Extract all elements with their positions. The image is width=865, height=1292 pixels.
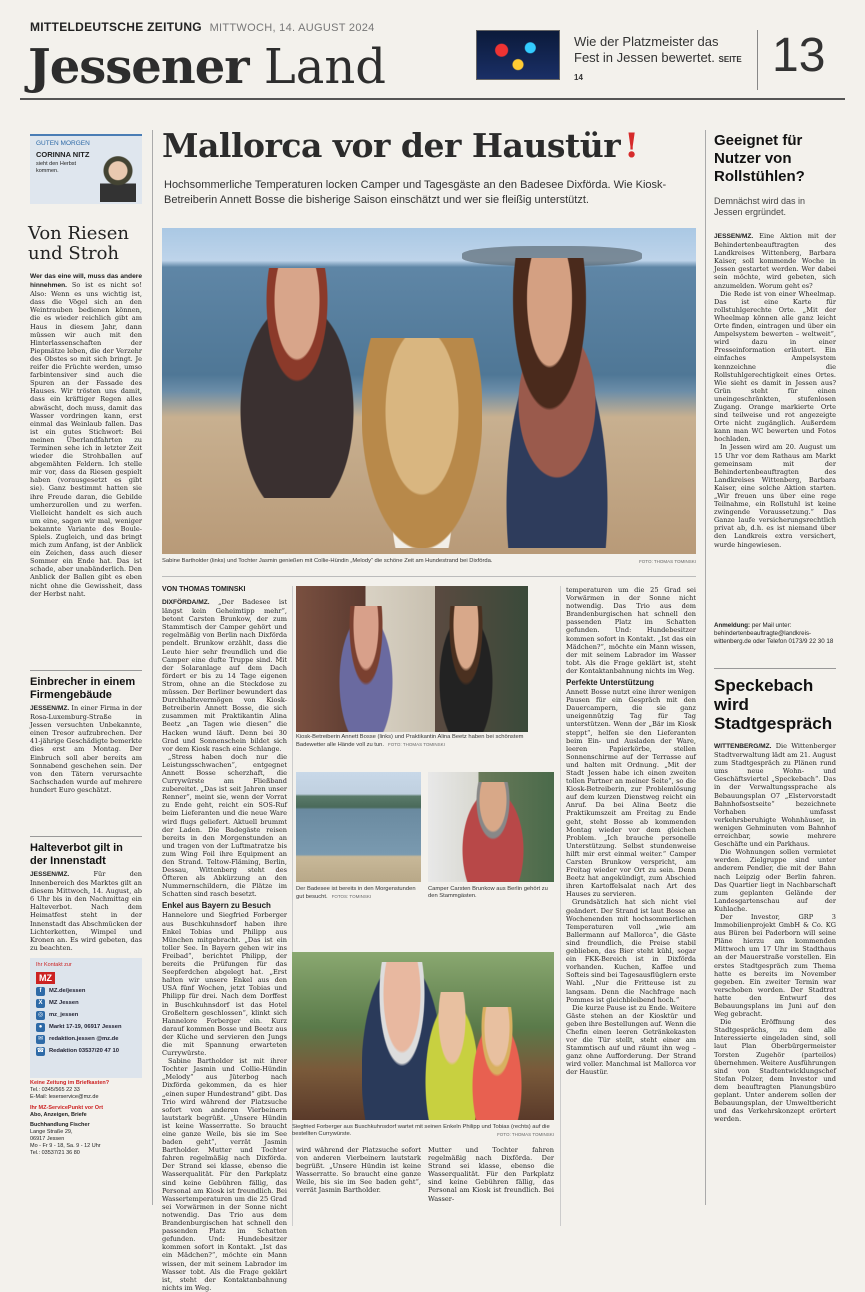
exclamation-icon: ! bbox=[624, 126, 639, 166]
main-photo-caption-text: Sabine Bartholder (links) und Tochter Jasmin genießen mit Collie-Hündin „Melody“ die schöne Zeit am Hundestrand bei Dixförda. bbox=[162, 558, 493, 564]
brief-1-title: Einbrecher in einem Firmengebäude bbox=[30, 676, 136, 701]
article-p6: Grundsätzlich hat sich nicht viel geändert. Der Strand ist laut Bosse an Wochenenden mit hochsommerlichen Temperaturen voll „wie am Ballermann auf Mallorca“, die Gäste sind freundlich, die Preise stabil geblieben, das Bier steht kühl, sogar ein FKK-Bereich ist in Dixförda vorhanden. Kuchen, Kaffee und Softeis sind bei Tagesausflüglern erste Wahl. „Nur die Fritteuse ist zu langsam. Denn die Nachfrage nach Pommes ist gleichbleibend hoch.“ bbox=[566, 898, 696, 1004]
main-headline-text: Mallorca vor der Haustür bbox=[162, 126, 621, 165]
article-p7: Die kurze Pause ist zu Ende. Weitere Gäste stehen an der Kiosktür und geben ihre Bestellungen auf. Wenn die Chefin einen leeren Getränkekasten vor die Tür stellt, steht einer am Stammtisch auf und räumt ihn weg – ganz ohne Aufforderung. Der Strand wird voller. Manchmal ist Mallorca vor der Haustür. bbox=[566, 1003, 696, 1077]
contact-item-label: Markt 17-19, 06917 Jessen bbox=[49, 1024, 122, 1030]
column-lead: Wer das eine will, muss das andere hinnehmen. bbox=[30, 273, 142, 290]
main-headline bbox=[162, 126, 639, 166]
column-body bbox=[30, 272, 142, 657]
shop-hours: Mo - Fr 9 - 18, Sa. 9 - 12 Uhr bbox=[30, 1143, 101, 1149]
paper-title: MITTELDEUTSCHE ZEITUNG bbox=[30, 20, 202, 34]
right2-body bbox=[714, 742, 836, 1226]
contact-item[interactable] bbox=[36, 987, 136, 996]
contact-item-label: Redaktion 03537/20 47 10 bbox=[49, 1048, 119, 1054]
contact-item-label: redaktion.jessen @mz.de bbox=[49, 1036, 119, 1042]
right1-p1: Eine Aktion mit der Behindertenbeauftragten des Landkreises Wittenberg, Barbara Kaiser, soll kommende Woche in Jessen gestartet werden. Wer dabei sein möchte, wird gebeten, sich anzumelden. Worum geht es? bbox=[714, 232, 836, 290]
brief-1-text: In einer Firma in der Rosa-Luxemburg-Straße in Jessen versuchten Unbekannte, einen Tresor aufzubrechen. Der 41-jährige Geschädigte bemerkte dies erst am Montag. Der Einbruch soll aber bereits am Sonnabend geschehen sein. Der von den Tätern verursachte Sachschaden wurde auf mehrere hundert Euro geschätzt. bbox=[30, 704, 142, 794]
article-col-4: temperaturen um die 25 Grad sei Vorwärmen in der Sonne nicht notwendig. Das Trio aus dem Brandenburgischen hat schnell den passenden Platz im Schatten gefunden. Und: Hundebesitzer kommen sofort in Kontakt. „Ist das ein Mädchen?“, möchte ein Mann wissen, der mit seinem Labrador im Wasser tobt. Als die Frage geklärt ist, steht der Kontaktanbahnung nichts im Weg. Perfekte Unterstützung Annett Bosse nutzt eine ihrer wenigen Pausen für ein Gespräch mit den Dauercampern, die sie ganz uneigennützig Tag für Tag unterstützen. Wenn der „Bär im Kiosk steppt“, helfen sie den Lieferanten beim Ein- und Ausladen der Ware, leeren Papierkörbe, stellen Sonnenschirme auf der Terrasse auf und halten mit Ordnung. „Mit der Stadt Jessen habe ich einen zweiten tollen Partner an meiner Seite“, so die Kiosk-Betreiberin, zur Problemlösung auf dem kurzen Dienstweg reicht ein Anruf. Da bei Alina Beetz die Praktikumszeit am Freitag zu Ende geht, steht Bosse ab kommenden Montag wieder vor dem gleichen Problem. „Ich brauche personelle Unterstützung. Selbst stundenweise hilft mir erst einmal weiter.“ Camper Carsten Brunkow verspricht, am Freitag wieder vor Ort zu sein. Denn Beetz hat angekündigt, zum Abschied ihren Kartoffelsalat nach Art des Hauses zu servieren. Grundsätzlich hat sich nicht viel geändert. Der Strand ist laut Bosse an Wochenenden mit hochsommerlichen Temperaturen voll „wie am Ballermann auf Mallorca“, die Gäste sind freundlich, die Preise stabil geblieben, das Bier steht kühl, sogar ein FKK-Bereich ist in Dixförda vorhanden. Kuchen, Kaffee und Softeis sind bei Tagesausflüglern erste Wahl. „Nur die Fritteuse ist zu langsam. Denn die Nachfrage nach Pommes ist gleichbleibend hoch.“ Die kurze Pause ist zu Ende. Weitere Gäste stehen an der Kiosktür und geben ihre Bestellungen auf. Wenn die Chefin einen leeren Getränkekasten vor die Tür stellt, steht einer am Stammtisch auf und räumt ihn weg – ganz ohne Aufforderung. Der Strand wird voller. Manchmal ist Mallorca vor der Haustür. bbox=[566, 586, 696, 1077]
shop-addr1: Lange Straße 29, bbox=[30, 1129, 73, 1135]
right2-p1: Die Wittenberger Stadtverwaltung lädt am 21. August zum Stadtgespräch zu Plänen rund ums neue Wohn- und Geschäftsviertel „Speckebach“. Das in der Verwaltungssprache als Bebauungsplan O7 „Elstervorstadt Bahnhofsostseite“ bezeichnete Vorhaben umfasst verkehrsberuhigte Wohnhäuser, in wenigen Gehminuten vom Bahnhof erreichbar, sowie mehrere Geschäfte und ein Parkhaus. bbox=[714, 742, 836, 849]
mz-logo: MZ bbox=[36, 972, 55, 984]
right1-dek: Demnächst wird das in Jessen ergründet. bbox=[714, 196, 806, 217]
brief-2 bbox=[30, 842, 142, 958]
right2-title: Speckebach wird Stadtgespräch bbox=[714, 676, 833, 733]
column-tagline: sieht den Herbst kommen. bbox=[36, 161, 77, 174]
brief-2-title: Halteverbot gilt in der Innenstadt bbox=[30, 842, 123, 867]
family-caption-credit: FOTO: THOMAS TOMINSKI bbox=[497, 1132, 554, 1137]
contact-item[interactable] bbox=[36, 1035, 136, 1044]
contact-box bbox=[30, 958, 142, 1078]
issue-date: MITTWOCH, 14. AUGUST 2024 bbox=[209, 22, 375, 34]
family-caption-text: Siegfried Forberger aus Buschkuhnsdorf wartet mit seinen Enkeln Philipp und Tobias (rechts) auf die bestellten Currywürste. bbox=[292, 1124, 550, 1137]
service-sub: Abo, Anzeigen, Briefe bbox=[30, 1112, 87, 1118]
shop-addr2: 06917 Jessen bbox=[30, 1136, 65, 1142]
contact-item[interactable] bbox=[36, 999, 136, 1008]
guten-morgen-box bbox=[30, 134, 142, 204]
service-title: Ihr MZ-ServicePunkt vor Ort bbox=[30, 1105, 104, 1111]
section-title-light: Land bbox=[263, 39, 386, 95]
article-p1: „Der Badesee ist längst kein Geheimtipp mehr“, betont Carsten Brunkow, der zum Stammtisch der Camper gehört und regelmäßig von Berlin nach Dixförda pendelt. Brunkow erzählt, dass die Leute hier sehr freundlich und die Camper eine dufte Truppe sind. Mit der Solaranlage auf dem Dach fördert er bis zu 14 Tage eigenen Strom, ohne an die Steckdose zu müssen. Der Berliner bewundert das Durchhaltevermögen von Kiosk-Betreiberin Annett Bosse, die sich zusammen mit Praktikantin Alina Beetz „an Tagen wie diesen“ die Hacken wund läuft. Denn bei 30 Grad und Sonnenschein bildet sich vor dem Kiosk rasch eine Schlange. bbox=[162, 598, 287, 753]
article-col-2: wird während der Platzsuche sofort von anderen Vierbeinern lautstark begrüßt. „Unsere Hündin ist keine Wasserratte. So braucht eine ganze Weile, bis sie im See baden geht“, verrät Jasmin Bartholder. bbox=[296, 1146, 421, 1195]
location-icon: ● bbox=[36, 1023, 45, 1032]
teaser-text: Wie der Platzmeister das Fest in Jessen bewertet. bbox=[574, 34, 719, 65]
family-photo[interactable] bbox=[292, 952, 554, 1120]
article-sub1: Enkel aus Bayern zu Besuch bbox=[162, 901, 271, 911]
byline: VON THOMAS TOMINSKI bbox=[162, 586, 246, 593]
lake-caption-text: Der Badesee ist bereits in den Morgenstunden gut besucht. bbox=[296, 886, 416, 900]
contact-item[interactable] bbox=[36, 1047, 136, 1056]
column-author: CORINNA NITZ bbox=[36, 150, 90, 159]
brief-2-dateline: JESSEN/MZ. bbox=[30, 871, 70, 878]
right2-dateline: WITTENBERG/MZ. bbox=[714, 743, 772, 750]
article-p2: „Stress haben doch nur die Leistungsschwachen“, entgegnet Annett Bosse scherzhaft, die Currywürste am Fließband zubereitet. „Das ist seit Jahren unser Renner“, meint sie, wenn der Vorrat zu Ende geht, reicht ein SOS-Ruf beim Lieferanten und die neue Ware wird flugs geliefert. Aktuell brummt der Laden. Die Badegäste reisen bereits in den Morgenstunden an und tragen von der Luftmatratze bis zum Wing Foil ihre Equipment an den Strand. Teltow-Fläming, Berlin, Dessau, Wittenberg steht des Öfteren als Abkürzung an den Nummernschildern, die Plätze im Schatten sind rasch besetzt. bbox=[162, 752, 287, 899]
kiosk-caption bbox=[296, 734, 528, 749]
signup-label: Anmeldung: bbox=[714, 622, 751, 629]
section-title bbox=[28, 38, 386, 96]
camper-caption: Camper Carsten Brunkow aus Berlin gehört zu den Stammgästen. bbox=[428, 886, 548, 899]
article-col-3-bottom: Mutter und Tochter fahren regelmäßig nach Dixförda. Der Strand sei klasse, ebenso die Wasserqualität. Für den Parkplatz sind keine Gebühren fällig, das Personal am Kiosk ist freundlich. Bei Wasser- bbox=[428, 1146, 554, 1203]
brief-1-dateline: JESSEN/MZ. bbox=[30, 705, 70, 712]
contact-item[interactable] bbox=[36, 1023, 136, 1032]
right1-p3: In Jessen wird am 20. August um 15 Uhr vor dem Rathaus am Markt gemeinsam mit der Behindertenbeauftragten des Landkreises Wittenberg, Barbara Kaiser, eine solche Aktion starten. „Wir freuen uns über eine rege Teilnahme, ein Rollstuhl ist keine zwingende Voraussetzung.“ Das Ganze laufe versicherungsrechtlich privat ab, d.h. es ist niemand über den Landkreis extra versichert, wurde hingewiesen. bbox=[714, 443, 836, 549]
x-icon: X bbox=[36, 999, 45, 1008]
service-box bbox=[30, 1080, 142, 1157]
lake-caption-credit: FOTOS: TOMINSKI bbox=[331, 894, 372, 899]
instagram-icon: ◎ bbox=[37, 1012, 44, 1018]
right1-title: Geeignet für Nutzer von Rollstühlen? bbox=[714, 132, 805, 185]
kiosk-photo[interactable] bbox=[296, 586, 528, 732]
paper-name bbox=[30, 20, 375, 34]
right1-p2: Die Rede ist von einer Wheelmap. Das ist eine Karte für rollstuhlgerechte Orte. „Mit der Wheelmap können alle ganz leicht Orte finden, eintragen und über ein Ampelsystem bewerten – weltweit“, wird dazu in einer Presseinformation erläutert. Ein einfaches Ampelsystem kennzeichne die Rollstuhlgerechtigkeit eines Ortes. Wie sieht es damit in Jessen aus? Grün steht für einen uneingeschränkten, stufenlosen Zugang. Orange markierte Orte sind teilweise und rot angezeigte Orte nicht zugänglich. Außerdem kann man WC bewerten und Fotos hochladen. bbox=[714, 289, 836, 444]
no-paper-title: Keine Zeitung im Briefkasten? bbox=[30, 1080, 110, 1086]
kiosk-caption-credit: FOTO: THOMAS TOMINSKI bbox=[387, 742, 445, 747]
no-paper-mail[interactable]: E-Mail: leserservice@mz.de bbox=[30, 1094, 99, 1100]
phone-icon: ☎ bbox=[36, 1048, 45, 1054]
shop-name: Buchhandlung Fischer bbox=[30, 1122, 90, 1128]
shop-tel: Tel.: 03537/21 36 80 bbox=[30, 1150, 80, 1156]
article-p4: Sabine Bartholder ist mit ihrer Tochter Jasmin und Collie-Hündin „Melody“ aus Jüterbog nach Dixförda gekommen, da es hier „einen super Hundestrand“ gibt. Das Trio wird während der Platzsuche sofort von anderen Vierbeinern lautstark begrüßt. „Unsere Hündin ist keine Wasserratte. So braucht eine ganze Weile, bis sie im See baden geht“, verrät Jasmin Bartholder. Mutter und Tochter fahren regelmäßig nach Dixförda. Der Strand sei klasse, ebenso die Wasserqualität. Für den Parkplatz sind keine Gebühren fällig, das Personal am Kiosk ist freundlich. Bei Wassertemperaturen um die 25 Grad sei Vorwärmen in der Sonne nicht notwendig. Das Trio aus dem Brandenburgischen hat schnell den passenden Platz im Schatten gefunden. Und: Hundebesitzer kommen sofort in Kontakt. „Ist das ein Mädchen?“, möchte ein Mann wissen, der mit seinem Labrador im Wasser tobt. Als die Frage geklärt ist, steht der Kontaktanbahnung nichts im Weg. bbox=[162, 1057, 287, 1292]
signup-text[interactable]: per Mail unter: behindertenbeauftragte@landkreis-wittenberg.de oder Telefon 0173/9 22 30 18 bbox=[714, 622, 834, 645]
facebook-icon: f bbox=[36, 987, 45, 996]
main-dek: Hochsommerliche Temperaturen locken Camper und Tagesgäste an den Badesee Dixförda. Wie Kiosk-Betreiberin Annett Bosse die bisherige Saison einschätzt und wer sie fleißig unterstützt. bbox=[164, 179, 667, 206]
brief-2-text: Für den Innenbereich des Marktes gilt an diesem Mittwoch, 14. August, ab 6 Uhr bis in den Nachmittag ein Halteverbot. Nach dem Heimatfest steht in der Innenstadt das Abschmücken der Lichterketten, Wimpel und Kronen an. Es wird gebeten, das zu beachten. bbox=[30, 870, 142, 952]
main-photo[interactable] bbox=[162, 228, 696, 554]
article-p5: Annett Bosse nutzt eine ihrer wenigen Pausen für ein Gespräch mit den Dauercampern, die sie ganz uneigennützig Tag für Tag unterstützen. Wenn der „Bär im Kiosk steppt“, helfen sie den Lieferanten beim Ein- und Ausladen der Ware, leeren Papierkörbe, stellen Sonnenschirme auf der Terrasse auf und halten mit Ordnung. „Mit der Stadt Jessen habe ich einen zweiten tollen Partner an meiner Seite“, so die Kiosk-Betreiberin, zur Problemlösung auf dem kurzen Dienstweg reicht ein Anruf. Da bei Alina Beetz die Praktikumszeit am Freitag zu Ende geht, steht Bosse ab kommenden Montag wieder vor dem gleichen Problem. „Ich brauche personelle Unterstützung. Selbst stundenweise hilft mir erst einmal weiter.“ Camper Carsten Brunkow verspricht, am Freitag wieder vor Ort zu sein. Denn Beetz hat angekündigt, zum Abschied ihren Kartoffelsalat nach Art des Hauses zu servieren. bbox=[566, 688, 696, 899]
mail-icon: ✉ bbox=[37, 1036, 44, 1042]
camper-photo[interactable] bbox=[428, 772, 554, 882]
column-title: Von Riesen und Stroh bbox=[28, 223, 129, 264]
contact-heading: Ihr Kontakt zur bbox=[36, 962, 72, 968]
contact-item-label: mz_jessen bbox=[49, 1012, 79, 1018]
article-col-1 bbox=[162, 598, 287, 1292]
main-photo-caption bbox=[162, 558, 696, 565]
right2-p2: Die Wohnungen sollen vermietet werden. Zielgruppe sind unter anderem Pendler, die mit der Bahn nach Leipzig oder Berlin fahren. Das Quartier liegt in Nachbarschaft zum geplanten Gelände der Landesgartenschau auf der Kuhlache. bbox=[714, 848, 836, 913]
family-caption bbox=[292, 1124, 554, 1138]
lake-caption bbox=[296, 886, 421, 901]
brief-1 bbox=[30, 676, 142, 808]
article-dateline: DIXFÖRDA/MZ. bbox=[162, 599, 210, 606]
contact-list bbox=[36, 987, 136, 1056]
guten-morgen-label: GUTEN MORGEN bbox=[36, 140, 90, 147]
page-number: 13 bbox=[772, 29, 826, 82]
no-paper-tel: Tel.: 0345/565 22 33 bbox=[30, 1087, 80, 1093]
lake-photo[interactable] bbox=[296, 772, 421, 882]
author-avatar bbox=[100, 156, 136, 202]
main-photo-credit: FOTO: THOMAS TOMINSKI bbox=[639, 559, 696, 564]
right2-p3: Der Investor, GRP 3 Immobilienprojekt GmbH & Co. KG aus Büren bei Paderborn will seine Pläne hierzu am kommenden Mittwoch um 17 Uhr im Stadthaus an der Mauerstraße vorstellen. Ein erstes Stadtgespräch zum Thema hatte es bereits im November gegeben. Ein zweiter Termin war verschoben worden. Der Stadtrat hatte den Entwurf des Bebauungsplans im Juni auf den Weg gebracht. bbox=[714, 912, 836, 1019]
column-text: So ist es nicht so! Also: Wenn es uns wichtig ist, dass die Vögel sich an den Weintrauben bedienen können, die es wieder reichlich gibt am Haus in diesem Jahr, dann müssen wir auch mit den Hinterlassenschaften der Piepmätze leben, die der Verzehr des Obstes so mit sich bringt. Je reifer die Früchte werden, umso farbintensiver sind auch die Spuren an der Fassade des Hauses. Wir trösten uns damit, dass ein kräftiger Regen alles abwäscht, doch muss, damit das Wasser vordringen kann, erst einmal das Weinlaub fallen. Das ist ein gutes Stichwort: Bei meinen Überlandfahrten zu Terminen sehe ich in letzter Zeit wieder die Strohballen auf abgemähten Feldern. Ich stelle mir vor, dass da Riesen gespielt haben (vorausgesetzt es gibt sie). Ganz bestimmt hatten sie ihre Freude daran, die Gebilde umherzurollen und zu werfen. Vielleicht handelt es sich auch um eine, sagen wir mal, weniger bekannte Variante des Boule-Spiels. Zugleich, und das bringt mich zum Anfang, ist der Anblick ein Zeichen, dass auch dieser Sommer ein Ende hat. Das ist schade, aber unabänderlich. Den Anblick der Ballen gibt es eben nicht ohne die Gewissheit, dass der Herbst naht. bbox=[30, 281, 142, 598]
article-p3: Hannelore und Siegfried Forberger aus Buschkuhnsdorf haben ihre Enkel Tobias und Philipp aus München mitgebracht. „Das ist ein toller See. In Bayern gehen wir ins Freibad“, berichtet Philipp, der bereits die Prüfungen für das Seepferdchen abgelegt hat. „Erst halten wir unsere Enkel aus den USA fünf Wochen, jetzt Tobias und Philipp für drei. Nach dem Dorffest in Buschkuhnsdorf ist das Hotel Großeltern geschlossen“, klinkt sich Hannelore Forberger ein. Kurz darauf kommen Bosse und Beetz aus der Küche und servieren den Jungs die mit Spannung erwarteten Currywürste. bbox=[162, 911, 287, 1058]
right2-p4: Die Eröffnung des Stadtgesprächs, zu dem alle Interessierte eingeladen sind, soll laut Plan Oberbürgermeister Torsten Zugehör (parteilos) übernehmen. Weitere Ausführungen sind von Stadtentwicklungschef Stefan Polzer, dem Investor und dem beauftragten Planungsbüro geplant. Unter anderem sollen der Bebauungsplan, der Umweltbericht und das Verkehrskonzept erörtert werden. bbox=[714, 1018, 836, 1124]
right1-dateline: JESSEN/MZ. bbox=[714, 233, 754, 240]
contact-item-label: MZ Jessen bbox=[49, 1000, 79, 1006]
teaser-page: SEITE 14 bbox=[574, 55, 742, 82]
teaser[interactable] bbox=[574, 34, 744, 86]
right1-signup bbox=[714, 622, 836, 646]
teaser-image[interactable] bbox=[476, 30, 560, 80]
contact-item-label: MZ.de/jessen bbox=[49, 988, 86, 994]
contact-item[interactable] bbox=[36, 1011, 136, 1020]
article-sub2: Perfekte Unterstützung bbox=[566, 678, 655, 688]
right1-body bbox=[714, 232, 836, 618]
kiosk-caption-text: Kiosk-Betreiberin Annett Bosse (links) und Praktikantin Alina Beetz haben bei schönstem Badewetter alle Hände voll zu tun. bbox=[296, 734, 524, 748]
section-title-bold: Jessener bbox=[28, 39, 249, 95]
